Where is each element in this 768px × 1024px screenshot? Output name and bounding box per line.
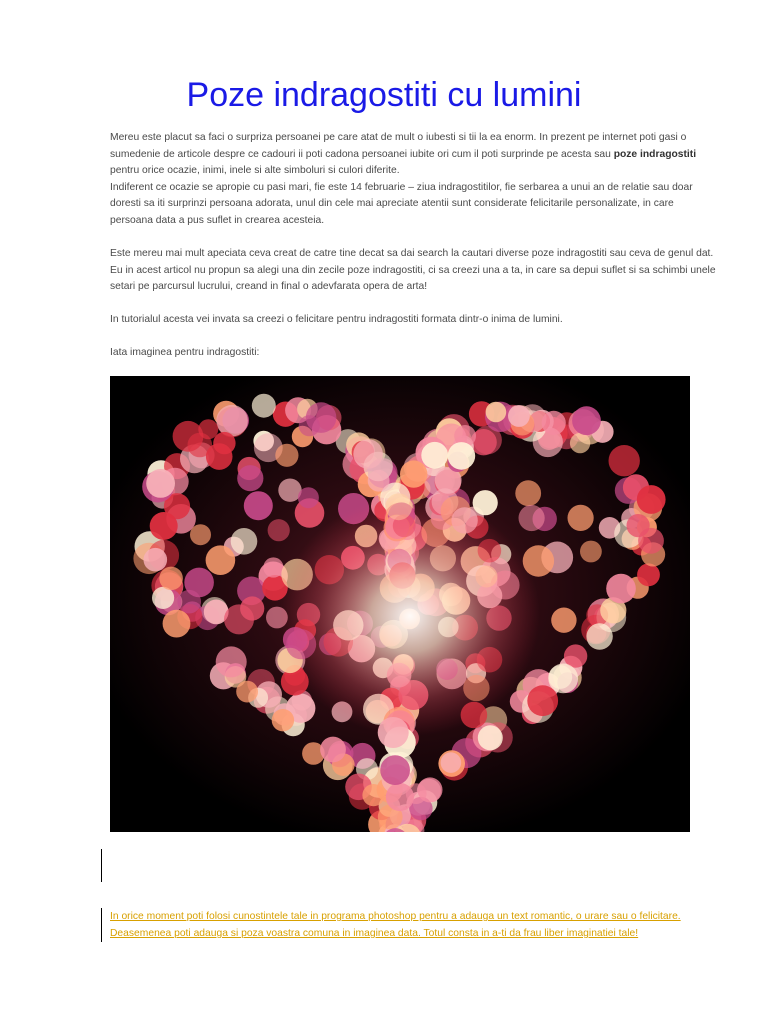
bokeh-light	[362, 784, 384, 806]
bokeh-light	[275, 444, 298, 467]
bokeh-light	[231, 528, 258, 555]
bokeh-light	[206, 545, 236, 575]
bokeh-light	[421, 442, 448, 469]
bokeh-light	[159, 567, 183, 591]
intro-text-part1: Mereu este placut sa faci o surpriza persoanei pe care atat de mult o iubesti si tii la ea enorm. In prezent pe internet poti gasi o sumedenie de articole despre ce cadouri ii poti cadona persoanei iubite ori cum il poti surprinde pe acesta sau	[110, 132, 687, 160]
bokeh-light	[519, 505, 545, 531]
bokeh-light	[508, 405, 530, 427]
bokeh-light	[606, 574, 636, 604]
image-caption: Iata imaginea pentru indragostiti:	[110, 347, 260, 358]
bokeh-light	[237, 465, 263, 491]
bokeh-light	[146, 469, 175, 498]
bokeh-light	[637, 563, 660, 586]
bokeh-light	[163, 610, 191, 638]
bokeh-light	[190, 524, 211, 545]
bokeh-light	[473, 490, 498, 515]
bokeh-light	[486, 402, 507, 423]
bokeh-light	[418, 777, 443, 802]
heart-bokeh-graphic	[110, 376, 690, 832]
bokeh-light	[298, 487, 319, 508]
bokeh-light	[244, 491, 273, 520]
bokeh-light	[320, 737, 346, 763]
bokeh-light	[380, 755, 410, 785]
bokeh-light	[478, 725, 503, 750]
footer-note-link[interactable]	[110, 908, 730, 942]
bokeh-light	[580, 541, 602, 563]
bokeh-light	[448, 442, 476, 470]
bokeh-light	[299, 415, 320, 436]
intro-text-part2: pentru orice ocazie, inimi, inele si alte simboluri si culori diferite.	[110, 165, 400, 176]
bokeh-light	[252, 394, 276, 418]
second-paragraph-line2: Eu in acest articol nu propun sa alegi una din zecile poze indragostiti, ci sa creezi una a ta, in care sa depui suflet si sa schimbi unele setari pe parcursul lucrului, creand in final o adevfarata opera de arta!	[110, 264, 716, 292]
intro-paragraph	[110, 130, 718, 229]
second-paragraph-line1: Este mereu mai mult apeciata ceva creat de catre tine decat sa dai search la cautari diverse poze indragostiti sau ceva de genul dat.	[110, 248, 714, 259]
bokeh-light	[268, 519, 290, 541]
tutorial-paragraph: In tutorialul acesta vei invata sa creezi o felicitare pentru indragostiti formata dintr-o inima de lumini.	[110, 314, 563, 325]
bokeh-light	[572, 406, 601, 435]
bokeh-light	[236, 681, 258, 703]
footer-note-line2: Deasemenea poti adauga si poza voastra comuna in imaginea data. Totul consta in a-ti da frau liber imaginatiei tale!	[110, 928, 639, 939]
bokeh-light	[263, 557, 283, 577]
footer-note-line1: In orice moment poti folosi cunostintele tale in programa photoshop pentru a adauga un text romantic, o urare sau o felicitare.	[110, 911, 681, 922]
page-title: Poze indragostiti cu lumini	[186, 76, 582, 114]
bokeh-light	[542, 411, 566, 435]
bokeh-light	[570, 433, 590, 453]
bokeh-light	[548, 664, 578, 694]
bokeh-light	[586, 623, 612, 649]
bokeh-light	[386, 783, 414, 811]
bokeh-light	[216, 646, 247, 677]
intro-bold-keyword: poze indragostiti	[613, 148, 697, 160]
bokeh-light	[609, 445, 640, 476]
bokeh-light	[213, 432, 235, 454]
bokeh-light	[173, 421, 204, 452]
text-cursor-marker	[101, 849, 102, 882]
bokeh-light	[568, 505, 594, 531]
bokeh-light	[224, 604, 254, 634]
bokeh-light	[368, 470, 390, 492]
bokeh-light	[551, 608, 576, 633]
second-paragraph	[110, 246, 718, 296]
intro-text-line2: Indiferent ce ocazie se apropie cu pasi mari, fie este 14 februarie – ziua indragostitilor, fie serbarea a unui an de relatie sau doar doresti sa iti surprinzi persoana adorata, unul din cele mai apreciate atentii sunt considerate felicitarile personalizate, in care persoana data a pus suflet in crearea acesteia.	[110, 181, 693, 226]
bokeh-light	[216, 405, 248, 437]
bokeh-light	[637, 485, 666, 514]
bokeh-light	[515, 480, 541, 506]
bokeh-light	[353, 439, 383, 469]
bokeh-light	[272, 709, 294, 731]
bokeh-light	[177, 590, 201, 614]
bokeh-light	[527, 685, 558, 716]
heart-lights-image	[110, 376, 690, 832]
center-glow	[280, 496, 540, 736]
bokeh-light	[144, 548, 168, 572]
footer-change-bar	[101, 908, 102, 942]
bokeh-light	[441, 752, 462, 773]
bokeh-light	[400, 460, 427, 487]
bokeh-light	[638, 528, 664, 554]
